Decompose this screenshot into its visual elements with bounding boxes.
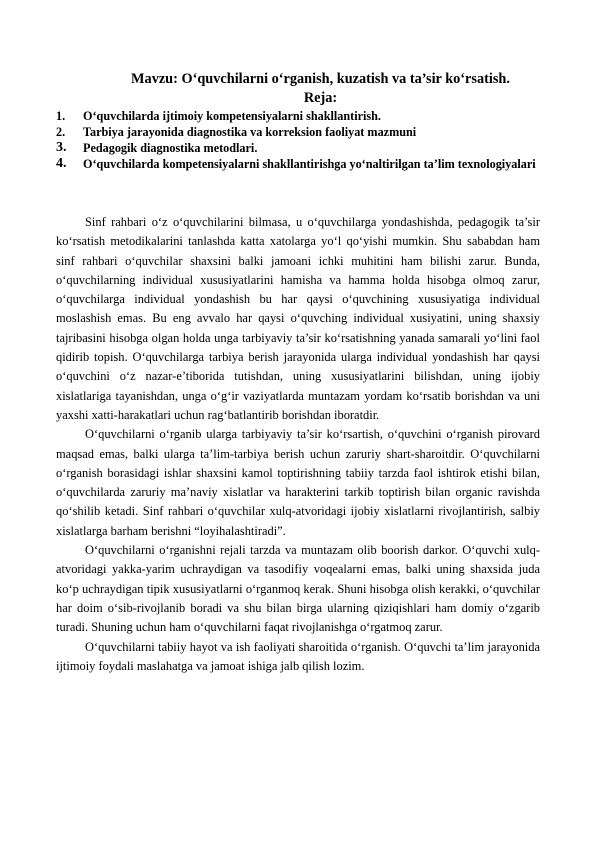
plan-item-number: 2. <box>56 125 66 139</box>
plan-list <box>56 108 536 172</box>
body-paragraph: O‘quvchilarni tabiiy hayot va ish faoliyati sharoitida o‘rganish. O‘quvchi ta’lim jarayonida ijtimoiy foydali maslahatga va jamoat ishiga jalb qilish lozim. <box>56 639 540 673</box>
body-paragraph: O‘quvchilarni o‘rganib ularga tarbiyaviy ta’sir ko‘rsartish, o‘quvchini o‘rganish pirovard maqsad emas, balki ularga ta’lim-tarbiya berish uchun zaruriy shart-sharoitdir. O‘quvchilarni o‘rganish borasidagi ishlar shaxsini kamol toptirishning tabiiy tarzda faol ishtirok etishi bilan, o‘quvchilarda zaruriy ma’naviy xislatlar va harakterini tarkib toptirish bilan organic ravishda qo‘shilib ketadi. Sinf rahbari o‘quvchilar xulq-atvoridagi ijobiy xislatlarni rivojlantirish, salbiy xislatlarga barham berishni “loyihalashtiradi”. <box>56 427 540 538</box>
plan-item-text: O‘quvchilarda kompetensiyalarni shakllantirishga yo‘naltirilgan ta’lim texnologiyalari <box>83 157 536 171</box>
plan-item-text: Tarbiya jarayonida diagnostika va korreksion faoliyat mazmuni <box>83 125 417 139</box>
plan-heading: Reja: <box>303 90 338 106</box>
plan-item-number: 1. <box>56 109 66 123</box>
plan-item-text: O‘quvchilarda ijtimoiy kompetensiyalarni shakllantirish. <box>83 109 381 123</box>
plan-item-number: 3. <box>56 140 67 155</box>
body-paragraph: Sinf rahbari o‘z o‘quvchilarini bilmasa, u o‘quvchilarga yondashishda, pedagogik ta’sir ko‘rsatish metodikalarini tanlashda katta xatolarga yo‘l qo‘yishi mumkin. Shu sababdan ham sinf rahbari o‘quvchilar shaxsini balki jamoani ichki muhitini ham bilishi zarur. Bunda, o‘quvchilarning individual xususiyatlarini hamisha va hamma holda hisobga olmoq zarur, o‘quvchilarga individual yondashish bu har qaysi o‘quvchining xususiyatiga individual moslashish emas. Bu eng avvalo har qaysi o‘quvching individual xusiyatini, uning shaxsiy tajribasini hisobga olgan holda unga tarbiyaviy ta’sir ko‘rsatishning yanada samarali yo‘lini faol qidirib topish. O‘quvchilarga tarbiya berish jarayonida ularga individual yondashish har qaysi o‘quvchini o‘z nazar-e’tiborida tutishdan, uning xususiyatlarini bilishdan, uning ijobiy xislatlariga tayanishdan, unga o‘g‘ir vaziyatlarda muntazam yordam ko‘rsatib borishdan va uni yaxshi xatti-harakatlari uchun rag‘batlantirib borishdan iboratdir. <box>56 215 540 422</box>
plan-item <box>56 108 536 124</box>
document-body <box>56 213 540 676</box>
plan-item <box>56 124 536 140</box>
plan-item-text: Pedagogik diagnostika metodlari. <box>83 141 258 155</box>
plan-item-number: 4. <box>56 156 67 171</box>
document-title: Mavzu: O‘quvchilarni o‘rganish, kuzatish va ta’sir ko‘rsatish. <box>131 71 510 87</box>
body-paragraph: O‘quvchilarni o‘rganishni rejali tarzda va muntazam olib boorish darkor. O‘quvchi xulq-atvoridagi yakka-yarim uchraydigan va tasodifiy voqealarni emas, balki uning shaxsida juda ko‘p uchraydigan tipik xususiyatlarni o‘rganmoq kerak. Shuni hisobga olish kerakki, o‘quvchilar har doim o‘sib-rivojlanib boradi va shu bilan birga ularning qiziqishlari ham domiy o‘zgarib turadi. Shuning uchun ham o‘quvchilarni faqat rivojlanishga o‘rgatmoq zarur. <box>56 543 540 635</box>
plan-item <box>56 156 536 172</box>
plan-item <box>56 140 536 156</box>
